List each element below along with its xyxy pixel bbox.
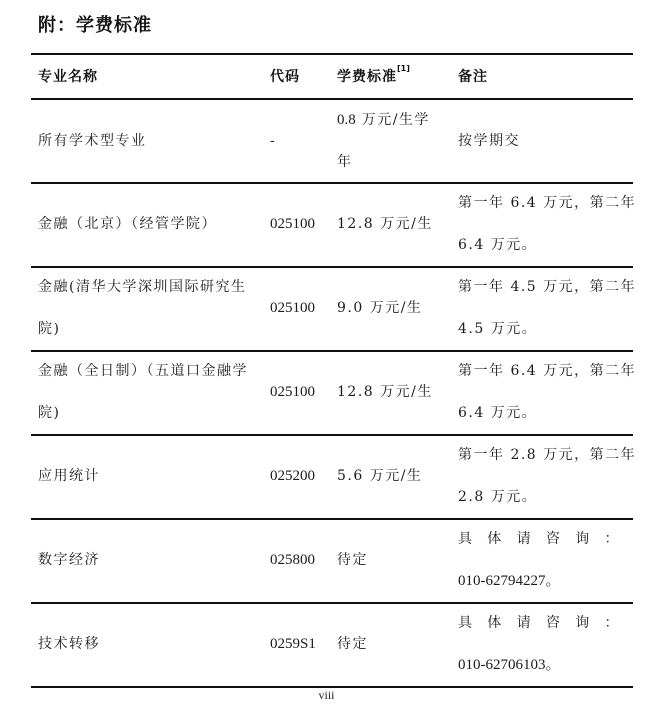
note-char: 体 <box>487 531 503 547</box>
cell-fee: 待定 <box>337 552 368 568</box>
cell-note-line2: 010-62706103。 <box>458 657 561 673</box>
cell-note-line2: 6.4 万元。 <box>458 405 538 421</box>
footnote-marker: [1] <box>397 64 410 73</box>
row-divider <box>31 518 633 520</box>
header-note: 备注 <box>458 69 488 85</box>
cell-note-line1: 第一年 4.5 万元，第二年 <box>458 279 637 295</box>
cell-fee: 12.8 万元/生 <box>337 216 433 232</box>
cell-name: 所有学术型专业 <box>38 133 147 149</box>
note-char: ： <box>604 531 620 547</box>
row-divider <box>31 182 633 184</box>
cell-name: 数字经济 <box>38 552 100 568</box>
cell-name-line2: 院) <box>38 405 61 421</box>
cell-note: 按学期交 <box>458 133 520 149</box>
cell-fee: 待定 <box>337 636 368 652</box>
cell-code: 025200 <box>270 468 315 484</box>
cell-fee: 9.0 万元/生 <box>337 300 423 316</box>
note-char: ： <box>604 615 620 631</box>
header-fee-label: 学费标准 <box>337 69 397 85</box>
page-number: viii <box>318 688 335 702</box>
cell-note-line1: 第一年 6.4 万元，第二年 <box>458 363 637 379</box>
table-top-rule <box>31 53 633 55</box>
cell-name: 技术转移 <box>38 636 100 652</box>
cell-note-line2: 4.5 万元。 <box>458 321 538 337</box>
cell-name-line1: 金融（全日制）（五道口金融学 <box>38 363 248 379</box>
header-code: 代码 <box>270 69 300 85</box>
note-char: 请 <box>516 615 533 631</box>
note-char: 体 <box>487 615 503 631</box>
note-char: 询 <box>575 615 591 631</box>
cell-note-line2: 6.4 万元。 <box>458 237 538 253</box>
cell-fee: 5.6 万元/生 <box>337 468 423 484</box>
cell-fee-line2: 年 <box>337 154 353 170</box>
note-char: 具 <box>458 531 474 547</box>
cell-code: 025100 <box>270 216 315 232</box>
cell-name: 应用统计 <box>38 468 100 484</box>
row-divider <box>31 266 633 268</box>
cell-note-line1: 第一年 2.8 万元，第二年 <box>458 447 637 463</box>
header-name: 专业名称 <box>38 69 98 85</box>
row-divider <box>31 350 633 352</box>
row-divider <box>31 602 633 604</box>
cell-name: 金融（北京）（经管学院） <box>38 216 217 232</box>
cell-fee: 12.8 万元/生 <box>337 384 433 400</box>
cell-note-line2: 2.8 万元。 <box>458 489 538 505</box>
row-divider <box>31 434 633 436</box>
page-title: 附：学费标准 <box>38 15 152 36</box>
cell-note-line2: 010-62794227。 <box>458 573 561 589</box>
cell-note-line1 <box>458 613 620 634</box>
cell-fee-line1: 0.8 万元/生学 <box>337 112 430 128</box>
note-char: 咨 <box>545 531 562 547</box>
cell-code: 025100 <box>270 300 315 316</box>
header-bottom-rule <box>31 98 633 100</box>
cell-name-line2: 院) <box>38 321 61 337</box>
cell-code: 025800 <box>270 552 315 568</box>
cell-note-line1: 第一年 6.4 万元，第二年 <box>458 195 637 211</box>
note-char: 询 <box>575 531 591 547</box>
note-char: 咨 <box>545 615 562 631</box>
cell-note-line1 <box>458 529 620 550</box>
cell-code: 025100 <box>270 384 315 400</box>
cell-code: 0259S1 <box>270 636 316 652</box>
note-char: 请 <box>516 531 533 547</box>
note-char: 具 <box>458 615 474 631</box>
header-fee <box>337 66 410 86</box>
cell-name-line1: 金融(清华大学深圳国际研究生 <box>38 279 247 295</box>
cell-code: - <box>270 133 277 149</box>
